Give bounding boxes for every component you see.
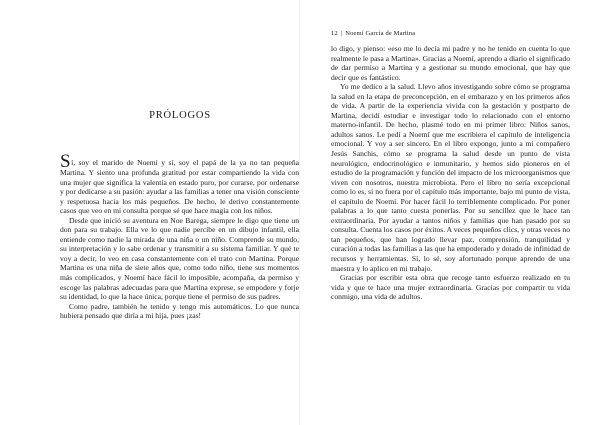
running-head bbox=[331, 30, 415, 37]
right-page-body bbox=[331, 44, 570, 302]
running-head-author: Noemí García de Martina bbox=[345, 30, 416, 37]
paragraph: Yo me dedico a la salud. Llevo años investigando sobre cómo se programa la salud en la etapa de preconcepción, en el embarazo y en los primeros años de vida. A partir de la experiencia vivida con la gestación y postparto de Martina, decidí estudiar e investigar todo lo relacionado con el entorno materno-infantil. De hecho, plasmé todo en mi primer libro: Niños sanos, adultos sanos. Le pedí a Noemí que me escribiera el capítulo de inteligencia emocional. Y voy a ser sincero. En el libro expongo, junto a mi compañero Jesús Sanchis, cómo se programa la salud desde un punto de vista neurológico, endocrinológico e inmunitario, y hemos sido pioneros en el estudio de la programación y función del impacto de los microorganismos que viven con nosotros, nuestra microbiota. Pero el libro no sería excepcional como lo es, si no fuera por el capítulo más importante, bajo mi punto de vista, el capítulo de Noemí. Por hacer fácil lo terriblemente complicado. Por poner palabras a lo que tanto cuesta ponerlas. Por su sencillez que le hace tan extraordinaria. Por ayudar a tantos niños y familias que han pasado por su consulta. Cuenta los casos por éxitos. A veces pequeños clics, y otras veces no tan pequeños, que han logrado llevar paz, comprensión, tranquilidad y curación a todas las familias a las que ha empoderado y dotado de infinidad de recursos y herramientas. Sí, lo sé, soy afortunado porque aprendo de una maestra y lo aplico en mi trabajo. bbox=[331, 82, 570, 273]
paragraph-text: í, soy el marido de Noemí y sí, soy el papá de la ya no tan pequeña Martina. Y siento una profunda gratitud por estar compartiendo la vida con una mujer que significa la valentía en estado puro, por curarse, por ordenarse y por dedicarse a su pasión: ayudar a las familias a tener una visión consciente y respetuosa hacia los más pequeños. De hecho, le derivo constantemente casos que veo en mi consulta porque sé que hace magia con los niños. bbox=[60, 158, 299, 216]
left-page-body bbox=[60, 151, 299, 321]
section-title: PRÓLOGOS bbox=[149, 110, 211, 121]
paragraph bbox=[60, 151, 299, 216]
page-number: 12 bbox=[331, 30, 338, 37]
drop-cap: S bbox=[60, 151, 71, 172]
paragraph: Gracias por escribir esta obra que recoge tanto esfuerzo realizado en tu vida y que te hace una mujer extraordinaria. Gracias por compartir tu vida conmigo, una vida de adultos. bbox=[331, 273, 570, 302]
running-head-separator: | bbox=[340, 30, 343, 37]
paragraph: Como padre, también he tenido y tengo mis automáticos. Lo que nunca hubiera pensado que diría a mi hija, pues ¡zas! bbox=[60, 301, 299, 321]
paragraph: Desde que inició su aventura en Noe Barega, siempre le digo que tiene un don para su trabajo. Ella ve lo que nadie percibe en un dibujo infantil, ella entiende como nadie la mirada de una niña o un niño. Comprende su mundo, su interpretación y lo sabe ordenar y transmitir a su sistema familiar. Y qué te voy a decir, lo veo en casa constantemente con el trato con Martina. Porque Martina es una niña de siete años que, como todo niño, tiene sus momentos más complicados, y Noemí hace fácil lo imposible, acompaña, da permiso y escoge las palabras adecuadas para que Martina exprese, se empodere y forje su identidad, lo que la hace única, porque tiene el permiso de sus padres. bbox=[60, 215, 299, 302]
paragraph-continued: lo digo, y pienso: «eso me lo decía mi padre y no he tenido en cuenta lo que realmente le pasa a Martina». Gracias a Noemí, aprendo a diario el significado de dar permiso a Martina y a gestionar su mundo emocional, que hay que decir que es fantástico. bbox=[331, 44, 570, 82]
